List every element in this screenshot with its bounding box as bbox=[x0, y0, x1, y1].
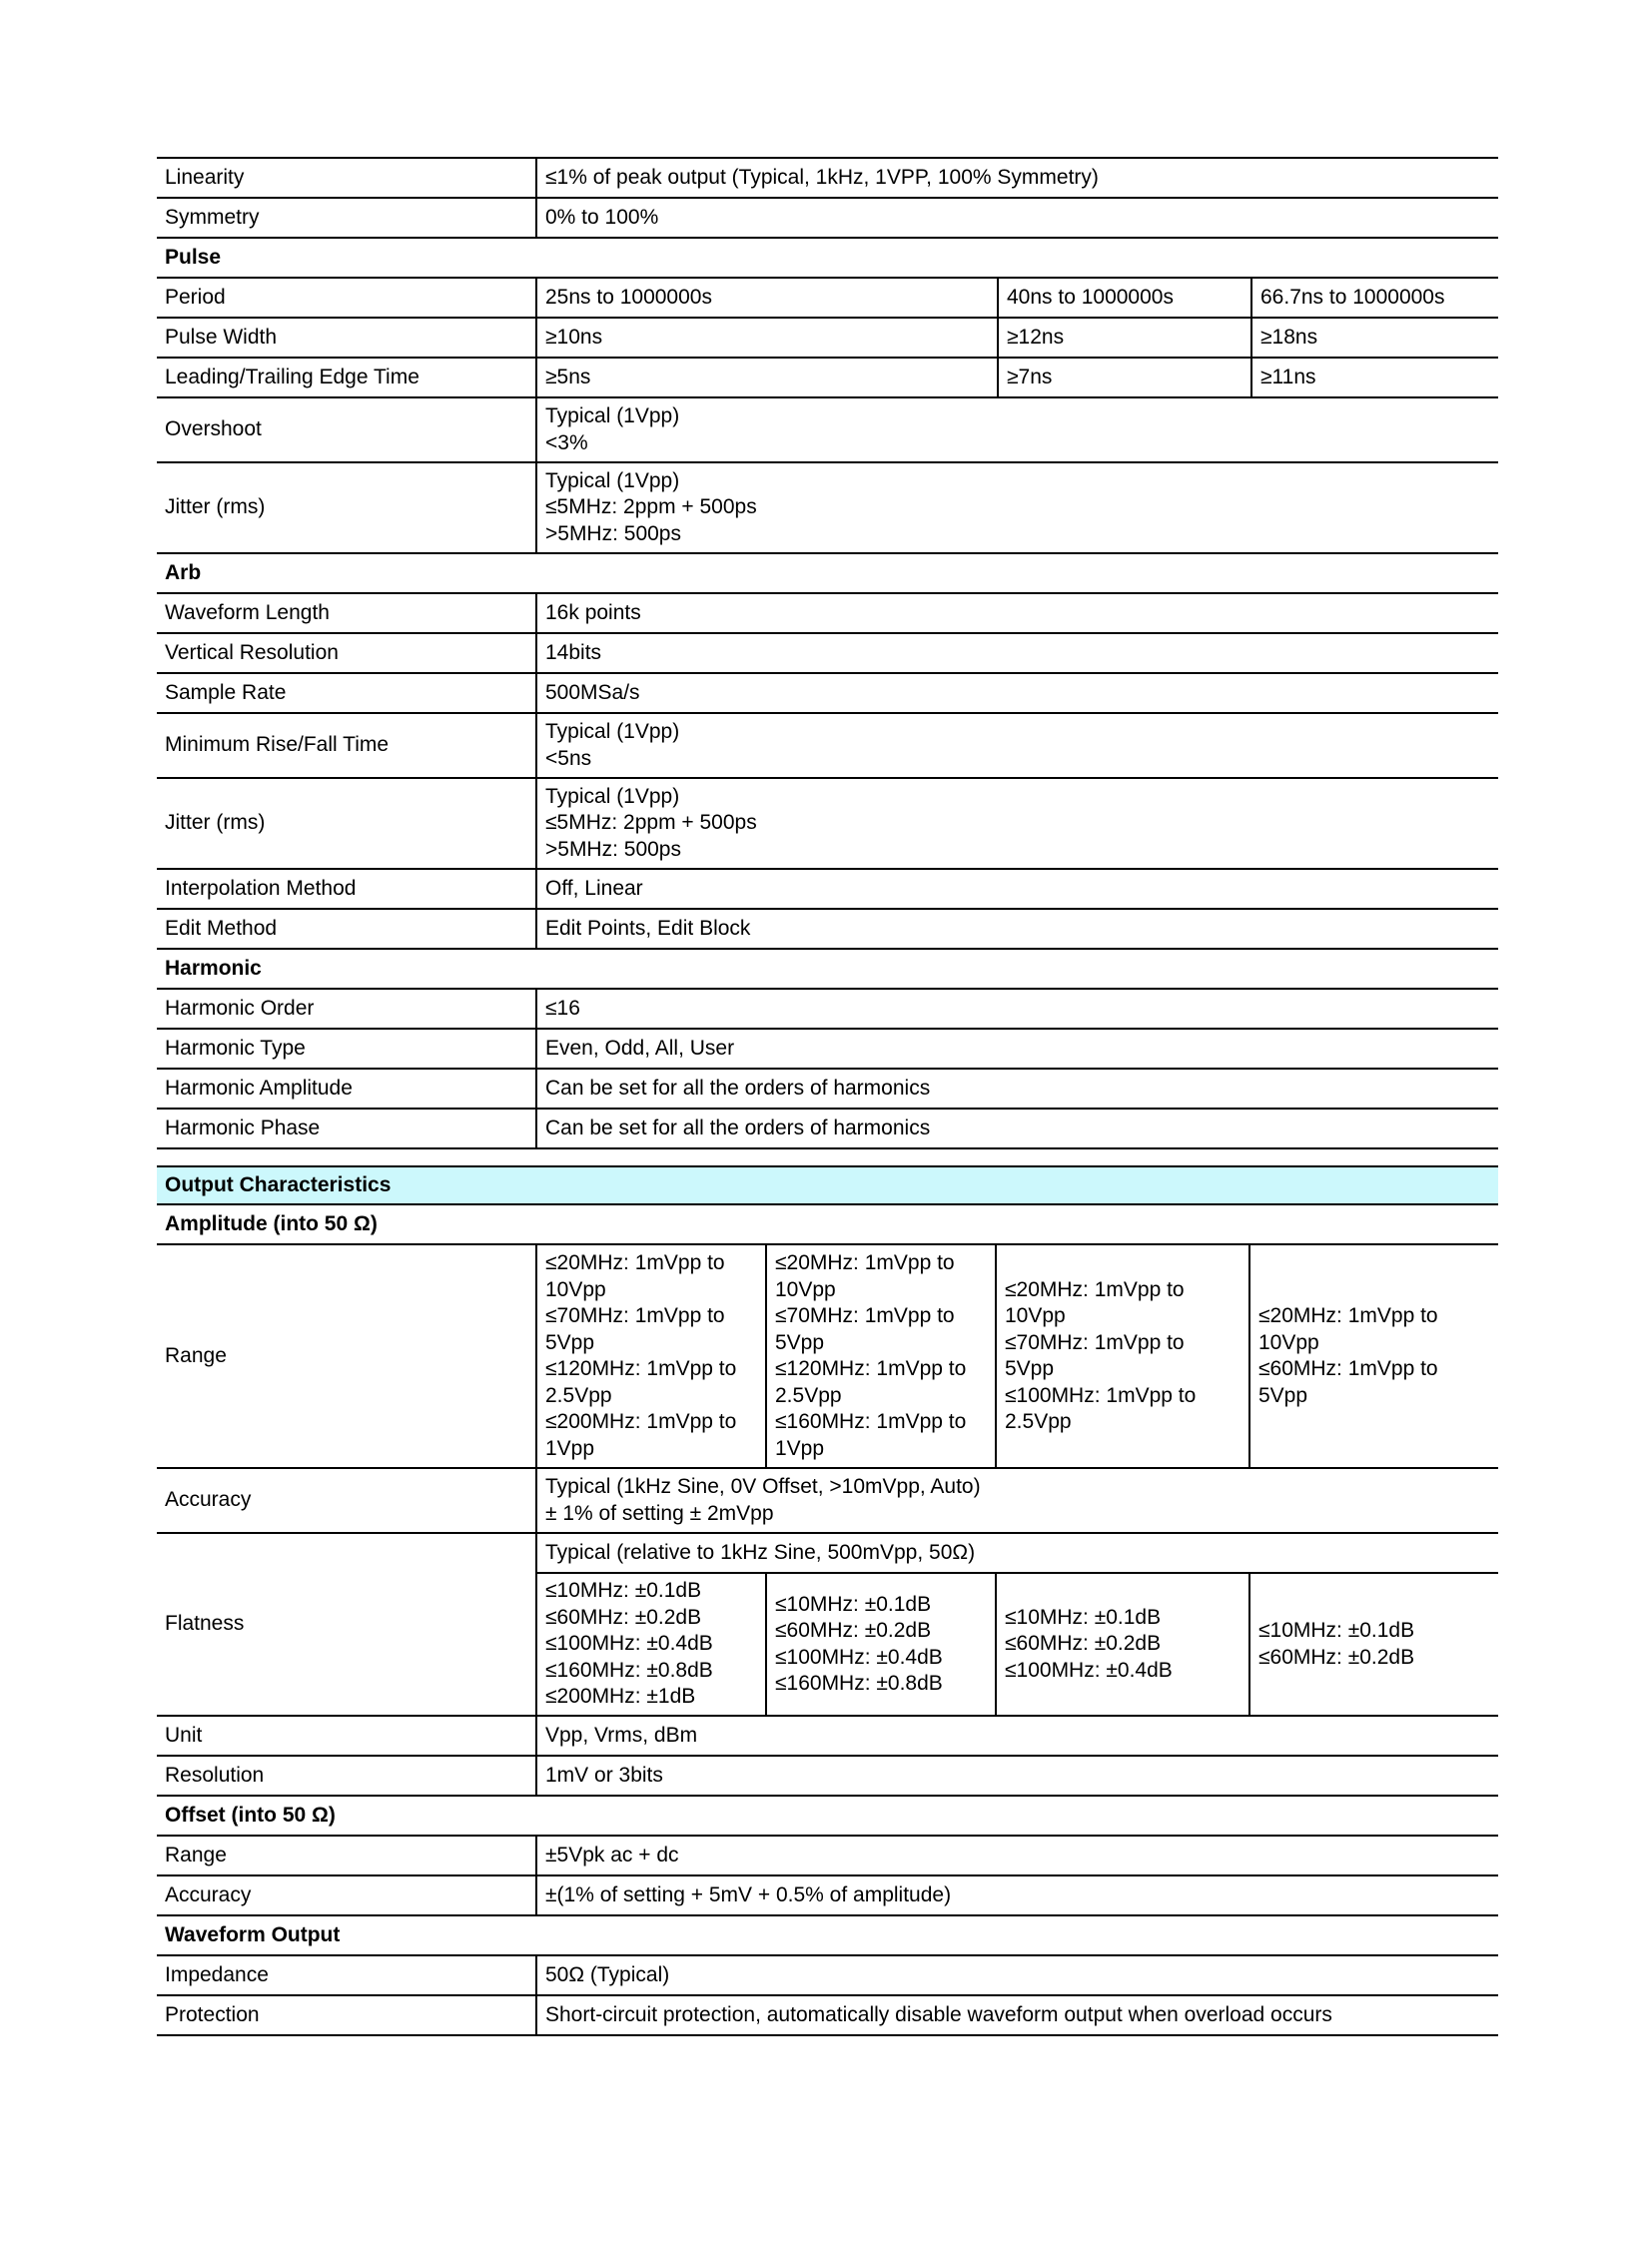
section-header-harmonic bbox=[157, 949, 1498, 989]
row-value: Typical (1Vpp) ≤5MHz: 2ppm + 500ps >5MHz: 500ps bbox=[536, 462, 1498, 553]
table-row bbox=[157, 1244, 1498, 1468]
section-header-offset bbox=[157, 1796, 1498, 1836]
row-value: Typical (1Vpp) <5ns bbox=[536, 713, 1498, 778]
table-row bbox=[157, 1756, 1498, 1796]
table-row bbox=[157, 1995, 1498, 2035]
section-header-amplitude bbox=[157, 1204, 1498, 1244]
table-row bbox=[157, 358, 1498, 397]
row-label: Edit Method bbox=[157, 909, 536, 949]
section-header-arb bbox=[157, 553, 1498, 593]
table-row bbox=[157, 198, 1498, 238]
row-value: Vpp, Vrms, dBm bbox=[536, 1716, 1498, 1756]
table-row bbox=[157, 1468, 1498, 1533]
table-row bbox=[157, 778, 1498, 869]
waveform-spec-table bbox=[157, 157, 1498, 1149]
row-value: ≥7ns bbox=[998, 358, 1251, 397]
row-label: Accuracy bbox=[157, 1875, 536, 1915]
row-value: ≥5ns bbox=[536, 358, 998, 397]
row-value: Typical (1Vpp) ≤5MHz: 2ppm + 500ps >5MHz: 500ps bbox=[536, 778, 1498, 869]
row-label: Harmonic Amplitude bbox=[157, 1069, 536, 1109]
row-value: Short-circuit protection, automatically disable waveform output when overload occurs bbox=[536, 1995, 1498, 2035]
table-row bbox=[157, 1029, 1498, 1069]
row-label: Pulse Width bbox=[157, 318, 536, 358]
row-value: 14bits bbox=[536, 633, 1498, 673]
section-title: Arb bbox=[157, 553, 1498, 593]
row-value: ≤20MHz: 1mVpp to 10Vpp ≤60MHz: 1mVpp to 5Vpp bbox=[1249, 1244, 1498, 1468]
row-value: Can be set for all the orders of harmonics bbox=[536, 1069, 1498, 1109]
row-value: ±(1% of setting + 5mV + 0.5% of amplitude) bbox=[536, 1875, 1498, 1915]
table-row bbox=[157, 673, 1498, 713]
row-label: Jitter (rms) bbox=[157, 462, 536, 553]
section-title: Harmonic bbox=[157, 949, 1498, 989]
row-value: 16k points bbox=[536, 593, 1498, 633]
section-header-pulse bbox=[157, 238, 1498, 278]
table-row bbox=[157, 989, 1498, 1029]
row-label: Sample Rate bbox=[157, 673, 536, 713]
row-label: Minimum Rise/Fall Time bbox=[157, 713, 536, 778]
table-row bbox=[157, 1955, 1498, 1995]
row-value: ≤10MHz: ±0.1dB ≤60MHz: ±0.2dB bbox=[1249, 1573, 1498, 1716]
row-label: Interpolation Method bbox=[157, 869, 536, 909]
row-label: Harmonic Type bbox=[157, 1029, 536, 1069]
row-value: ≥12ns bbox=[998, 318, 1251, 358]
row-label: Linearity bbox=[157, 158, 536, 198]
row-value: ≤20MHz: 1mVpp to 10Vpp ≤70MHz: 1mVpp to 5Vpp ≤100MHz: 1mVpp to 2.5Vpp bbox=[996, 1244, 1249, 1468]
table-row bbox=[157, 1109, 1498, 1148]
row-label: Accuracy bbox=[157, 1468, 536, 1533]
row-label: Resolution bbox=[157, 1756, 536, 1796]
row-value: ≤10MHz: ±0.1dB ≤60MHz: ±0.2dB ≤100MHz: ±0.4dB ≤160MHz: ±0.8dB bbox=[766, 1573, 996, 1716]
row-value: ≥18ns bbox=[1251, 318, 1498, 358]
row-label: Flatness bbox=[157, 1533, 536, 1716]
row-label: Impedance bbox=[157, 1955, 536, 1995]
row-label: Harmonic Phase bbox=[157, 1109, 536, 1148]
row-value: 0% to 100% bbox=[536, 198, 1498, 238]
row-value: Edit Points, Edit Block bbox=[536, 909, 1498, 949]
row-label: Harmonic Order bbox=[157, 989, 536, 1029]
table-row bbox=[157, 1836, 1498, 1875]
table-title: Output Characteristics bbox=[157, 1166, 1498, 1204]
row-label: Vertical Resolution bbox=[157, 633, 536, 673]
row-value: 66.7ns to 1000000s bbox=[1251, 278, 1498, 318]
row-value: ≥10ns bbox=[536, 318, 998, 358]
row-value: Off, Linear bbox=[536, 869, 1498, 909]
row-label: Waveform Length bbox=[157, 593, 536, 633]
row-value: ≤1% of peak output (Typical, 1kHz, 1VPP, 100% Symmetry) bbox=[536, 158, 1498, 198]
table-row bbox=[157, 1716, 1498, 1756]
row-value: 1mV or 3bits bbox=[536, 1756, 1498, 1796]
row-label: Protection bbox=[157, 1995, 536, 2035]
table-row bbox=[157, 462, 1498, 553]
table-row bbox=[157, 1069, 1498, 1109]
table-row bbox=[157, 713, 1498, 778]
row-value: 50Ω (Typical) bbox=[536, 1955, 1498, 1995]
row-label: Period bbox=[157, 278, 536, 318]
row-value: ±5Vpk ac + dc bbox=[536, 1836, 1498, 1875]
row-value: ≥11ns bbox=[1251, 358, 1498, 397]
section-header-waveform-output bbox=[157, 1915, 1498, 1955]
row-label: Symmetry bbox=[157, 198, 536, 238]
row-label: Range bbox=[157, 1244, 536, 1468]
table-row bbox=[157, 318, 1498, 358]
row-value: 40ns to 1000000s bbox=[998, 278, 1251, 318]
row-value: Typical (1kHz Sine, 0V Offset, >10mVpp, Auto) ± 1% of setting ± 2mVpp bbox=[536, 1468, 1498, 1533]
table-row bbox=[157, 1875, 1498, 1915]
output-characteristics-table bbox=[157, 1165, 1498, 2036]
row-value: ≤20MHz: 1mVpp to 10Vpp ≤70MHz: 1mVpp to 5Vpp ≤120MHz: 1mVpp to 2.5Vpp ≤200MHz: 1mVpp to 1Vpp bbox=[536, 1244, 766, 1468]
table-row bbox=[157, 158, 1498, 198]
row-value: Typical (1Vpp) <3% bbox=[536, 397, 1498, 462]
row-value: ≤10MHz: ±0.1dB ≤60MHz: ±0.2dB ≤100MHz: ±0.4dB bbox=[996, 1573, 1249, 1716]
row-value: ≤20MHz: 1mVpp to 10Vpp ≤70MHz: 1mVpp to 5Vpp ≤120MHz: 1mVpp to 2.5Vpp ≤160MHz: 1mVpp to 1Vpp bbox=[766, 1244, 996, 1468]
table-row bbox=[157, 1533, 1498, 1573]
table-row bbox=[157, 633, 1498, 673]
table-row bbox=[157, 278, 1498, 318]
row-label: Unit bbox=[157, 1716, 536, 1756]
row-value: Can be set for all the orders of harmonics bbox=[536, 1109, 1498, 1148]
row-label: Leading/Trailing Edge Time bbox=[157, 358, 536, 397]
row-value: 25ns to 1000000s bbox=[536, 278, 998, 318]
row-value: 500MSa/s bbox=[536, 673, 1498, 713]
row-value: ≤10MHz: ±0.1dB ≤60MHz: ±0.2dB ≤100MHz: ±0.4dB ≤160MHz: ±0.8dB ≤200MHz: ±1dB bbox=[536, 1573, 766, 1716]
section-title: Offset (into 50 Ω) bbox=[157, 1796, 1498, 1836]
table-row bbox=[157, 593, 1498, 633]
flatness-note: Typical (relative to 1kHz Sine, 500mVpp, 50Ω) bbox=[536, 1533, 1498, 1573]
row-value: ≤16 bbox=[536, 989, 1498, 1029]
section-title: Amplitude (into 50 Ω) bbox=[157, 1204, 1498, 1244]
row-label: Jitter (rms) bbox=[157, 778, 536, 869]
table-row bbox=[157, 909, 1498, 949]
row-value: Even, Odd, All, User bbox=[536, 1029, 1498, 1069]
section-title: Pulse bbox=[157, 238, 1498, 278]
table-row bbox=[157, 397, 1498, 462]
table-title-row bbox=[157, 1166, 1498, 1204]
table-row bbox=[157, 869, 1498, 909]
row-label: Overshoot bbox=[157, 397, 536, 462]
row-label: Range bbox=[157, 1836, 536, 1875]
section-title: Waveform Output bbox=[157, 1915, 1498, 1955]
